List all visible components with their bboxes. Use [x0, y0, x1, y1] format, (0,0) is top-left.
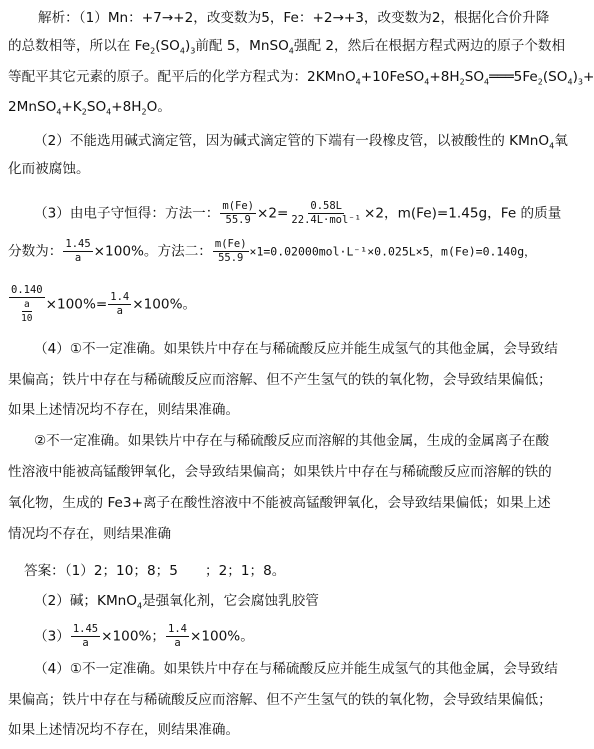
analysis-line-4: $2MnSO_4+K_2SO_4+8H_2O$。 — [8, 99, 171, 117]
fraction-145-a: $\frac{1.45}{a}$ — [65, 238, 91, 264]
answer-line-2: （2）碱；KMnO$_4$是强氧化剂，它会腐蚀乳胶管 — [34, 593, 319, 611]
answer-fraction-14-a: $\frac{1.4}{a}$ — [168, 623, 187, 649]
answer-line-1: 答案：（1）2；10；8；5 ；2；1；8。 — [24, 563, 286, 579]
part2-line-1: （2）不能选用碱式滴定管，因为碱式滴定管的下端有一段橡皮管，以被酸性的 KMnO$_4$氧 — [34, 133, 568, 151]
part2-line-2: 化而被腐蚀。 — [8, 161, 90, 177]
fraction-mfe-1: $\frac{m(Fe)}{55.9}$ — [222, 200, 254, 226]
part4-line-4: ②不一定准确。如果铁片中存在与稀硫酸反应而溶解的其他金属，生成的金属离子在酸 — [34, 433, 550, 449]
part4-line-1: （4）①不一定准确。如果铁片中存在与稀硫酸反应并能生成氢气的其他金属，会导致结 — [34, 341, 558, 357]
part4-line-3: 如果上述情况均不存在，则结果准确。 — [8, 402, 240, 418]
part3-line-3: $\frac{0.140}{\frac{a}{10}}$ ×100%= $\frac{1.4}{a}$ ×100%。 — [11, 284, 197, 324]
answer-line-6: 如果上述情况均不存在，则结果准确。 — [8, 722, 240, 738]
part4-line-7: 情况均不存在，则结果准确 — [8, 526, 172, 542]
fraction-volume: $\frac{0.58L}{\text{22.4L·mol⁻¹}}$ — [291, 200, 361, 226]
analysis-line-2: 的总数相等，所以在 $Fe_2(SO_4)_3$前配 5，MnSO$_4$强配 2，然后在根据方程式两边的原子个数相 — [8, 38, 566, 56]
answer-line-3: （3） $\frac{1.45}{a}$ ×100%； $\frac{1.4}{a}$ ×100%。 — [34, 623, 254, 649]
analysis-line-3: 等配平其它元素的原子。配平后的化学方程式为：$2KMnO_4+10FeSO_4+8H_2SO_4═══5Fe_2(SO_4)_3+$ — [8, 69, 594, 87]
answer-line-5: 果偏高；铁片中存在与稀硫酸反应而溶解、但不产生氢气的铁的氧化物，会导致结果偏低； — [8, 692, 552, 708]
part4-line-2: 果偏高；铁片中存在与稀硫酸反应而溶解、但不产生氢气的铁的氧化物，会导致结果偏低； — [8, 372, 552, 388]
fraction-mfe-2: $\frac{m(Fe)}{55.9}$ — [214, 238, 247, 264]
analysis-line-1: 解析：（1）Mn：+7→+2，改变数为5，Fe：+2→+3，改变数为2，根据化合价升降 — [38, 10, 550, 26]
part3-line-1: （3）由电子守恒得：方法一： $\frac{m(Fe)}{55.9}$ ×2= $\frac{0.58L}{\text{22.4L·mol⁻¹}}$ ×2，m(Fe)=1.45g，Fe 的质量 — [34, 200, 562, 226]
fraction-14-a: $\frac{1.4}{a}$ — [110, 291, 130, 317]
part4-line-5: 性溶液中能被高锰酸钾氧化，会导致结果偏高；如果铁片中存在与稀硫酸反应而溶解的铁的 — [8, 464, 552, 480]
answer-line-4: （4）①不一定准确。如果铁片中存在与稀硫酸反应并能生成氢气的其他金属，会导致结 — [34, 661, 558, 677]
fraction-0140-a10: $\frac{0.140}{\frac{a}{10}}$ — [11, 284, 43, 324]
answer-fraction-145-a: $\frac{1.45}{a}$ — [72, 623, 99, 649]
part4-line-6: 氧化物，生成的 Fe3+离子在酸性溶液中不能被高锰酸钾氧化，会导致结果偏低；如果上述 — [8, 495, 551, 511]
part3-line-2: 分数为： $\frac{1.45}{a}$ ×100%。方法二： $\frac{m(Fe)}{55.9}$ ×1=0.02000mol·L⁻¹×0.025L×5，m(Fe)=0.140g， — [8, 238, 536, 264]
